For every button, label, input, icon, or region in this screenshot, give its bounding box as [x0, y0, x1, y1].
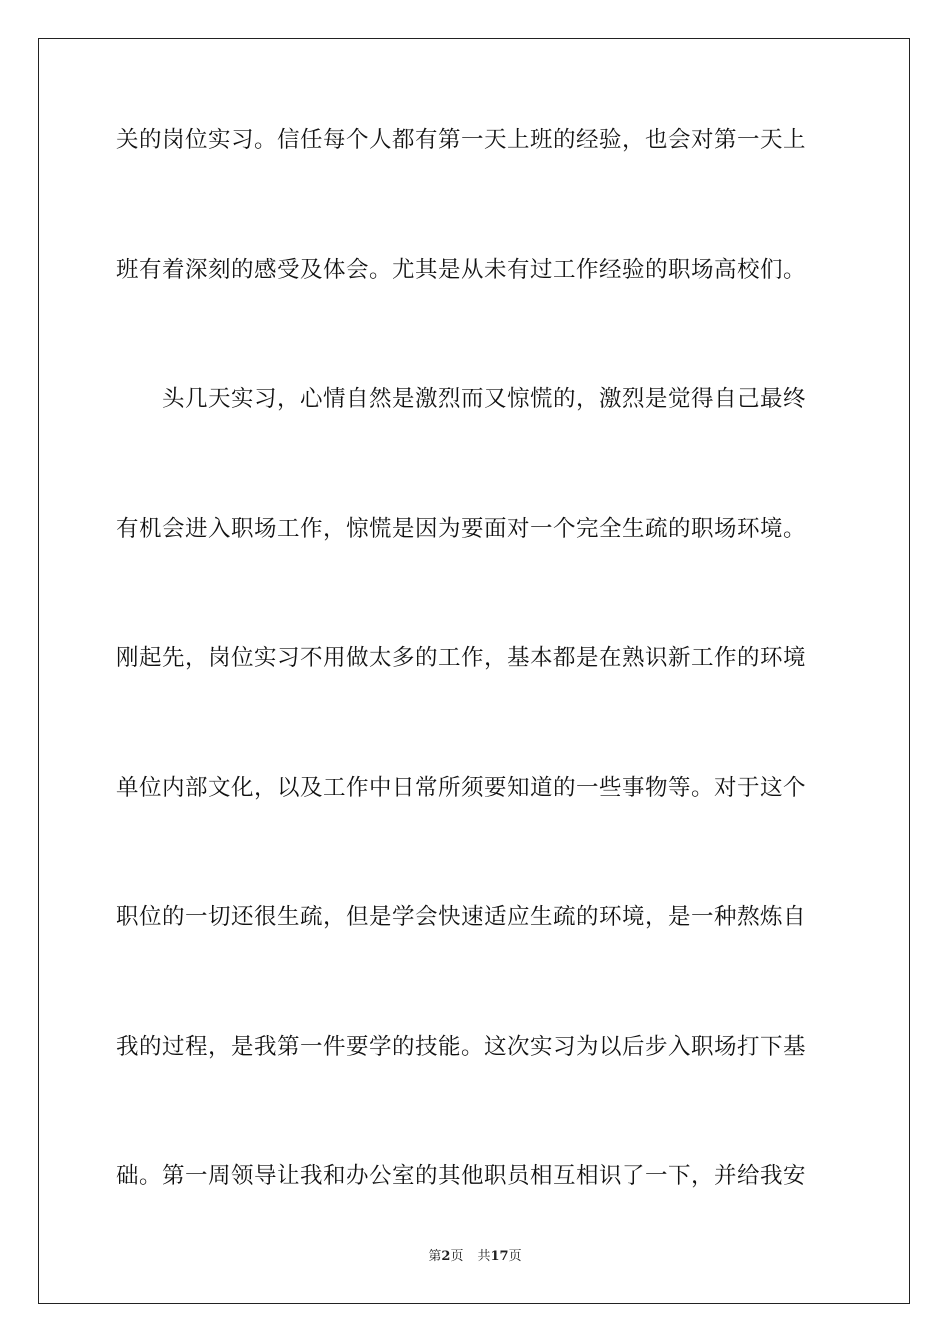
page-footer [0, 1248, 950, 1266]
text-line-indented: 头几天实习，心情自然是激烈而又惊慌的，激烈是觉得自己最终 [162, 386, 807, 412]
page-number-suffix: 页 [450, 1249, 464, 1264]
text-line: 础。第一周领导让我和办公室的其他职员相互相识了一下，并给我安 [116, 1163, 807, 1189]
text-line: 职位的一切还很生疏，但是学会快速适应生疏的环境，是一种熬炼自 [116, 904, 807, 930]
document-body [116, 125, 836, 1291]
text-line: 有机会进入职场工作，惊慌是因为要面对一个完全生疏的职场环境。 [116, 515, 807, 542]
total-pages-prefix: 共 [477, 1249, 491, 1264]
page-number-prefix: 第 [428, 1249, 442, 1264]
text-line: 我的过程，是我第一件要学的技能。这次实习为以后步入职场打下基 [116, 1033, 807, 1060]
text-line: 班有着深刻的感受及体会。尤其是从未有过工作经验的职场高校们。 [116, 256, 807, 283]
text-line: 单位内部文化，以及工作中日常所须要知道的一些事物等。对于这个 [116, 774, 807, 801]
total-pages: 17 [490, 1249, 509, 1264]
total-pages-suffix: 页 [508, 1249, 522, 1264]
text-line: 关的岗位实习。信任每个人都有第一天上班的经验，也会对第一天上 [116, 127, 807, 153]
text-line: 刚起先，岗位实习不用做太多的工作，基本都是在熟识新工作的环境 [116, 645, 807, 671]
page-number: 2 [441, 1249, 451, 1264]
